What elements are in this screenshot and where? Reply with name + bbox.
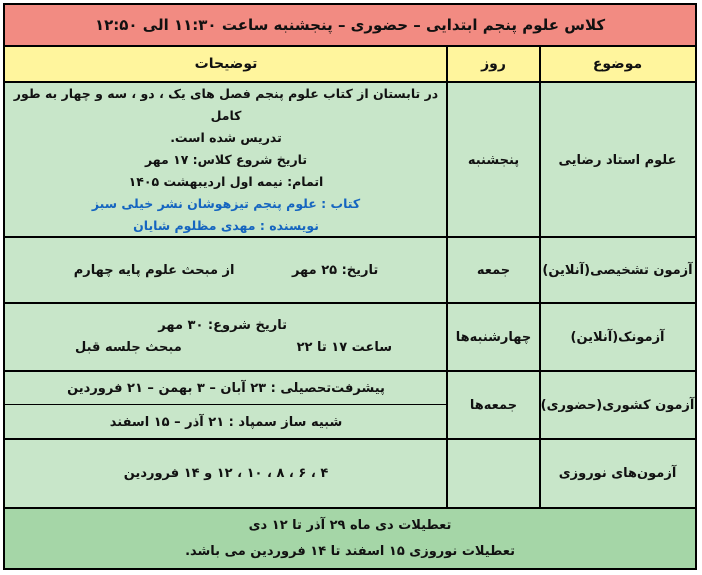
divider xyxy=(5,236,695,238)
row2-scope: از مبحث علوم پایه چهارم xyxy=(73,262,235,278)
row1-desc-line2: تدریس شده است. xyxy=(170,130,282,145)
header-day: روز xyxy=(447,47,540,83)
row3-subject: آزمونک(آنلاین) xyxy=(540,303,695,371)
row1-book: کتاب : علوم پنجم تیزهوشان نشر خیلی سبز xyxy=(91,196,361,211)
divider xyxy=(5,438,695,440)
row3-description xyxy=(5,303,447,371)
divider xyxy=(5,370,695,372)
row3-day: چهارشنبه‌ها xyxy=(447,303,540,371)
row1-description xyxy=(5,83,447,237)
row2-description xyxy=(5,237,447,303)
divider xyxy=(5,302,695,304)
row4-desc-a: پیشرفت‌تحصیلی : ۲۳ آبان – ۳ بهمن – ۲۱ فروردین xyxy=(5,371,447,405)
row3-time: ساعت ۱۷ تا ۲۲ xyxy=(296,340,392,355)
row1-desc-line3: تاریخ شروع کلاس: ۱۷ مهر xyxy=(144,152,308,167)
row3-start: تاریخ شروع: ۳۰ مهر xyxy=(158,318,287,333)
row5-description: ۴ ، ۶ ، ۸ ، ۱۰ ، ۱۲ و ۱۴ فروردین xyxy=(5,439,447,507)
row1-desc-line4: اتمام: نیمه اول اردیبهشت ۱۴۰۵ xyxy=(128,174,324,189)
row2-date: تاریخ: ۲۵ مهر xyxy=(291,262,379,278)
schedule-table xyxy=(3,3,697,570)
holidays-footer xyxy=(5,507,695,568)
row5-day xyxy=(447,439,540,507)
header-description: توضیحات xyxy=(5,47,447,83)
row1-desc-line1: در تابستان از کتاب علوم پنجم فصل های یک ، دو ، سه و چهار به طور کامل xyxy=(13,86,439,123)
footer-line2: تعطیلات نوروزی ۱۵ اسفند تا ۱۴ فروردین می باشد. xyxy=(185,543,515,559)
row1-subject: علوم استاد رضایی xyxy=(540,83,695,237)
row1-author: نویسنده : مهدی مظلوم شایان xyxy=(133,218,319,233)
row4-day: جمعه‌ها xyxy=(447,371,540,439)
row2-day: جمعه xyxy=(447,237,540,303)
table-title: کلاس علوم پنجم ابتدایی – حضوری – پنجشنبه ساعت ۱۱:۳۰ الی ۱۲:۵۰ xyxy=(5,5,695,47)
row4-desc-b: شبیه ساز سمپاد : ۲۱ آذر – ۱۵ اسفند xyxy=(5,405,447,439)
row4-subject: آزمون کشوری(حضوری) xyxy=(540,371,695,439)
row5-subject: آزمون‌های نوروزی xyxy=(540,439,695,507)
footer-line1: تعطیلات دی ماه ۲۹ آذر تا ۱۲ دی xyxy=(248,517,452,533)
row2-subject: آزمون تشخیصی(آنلاین) xyxy=(540,237,695,303)
header-subject: موضوع xyxy=(540,47,695,83)
divider xyxy=(5,404,447,405)
row1-day: پنجشنبه xyxy=(447,83,540,237)
row3-scope: مبحث جلسه قبل xyxy=(75,340,182,355)
